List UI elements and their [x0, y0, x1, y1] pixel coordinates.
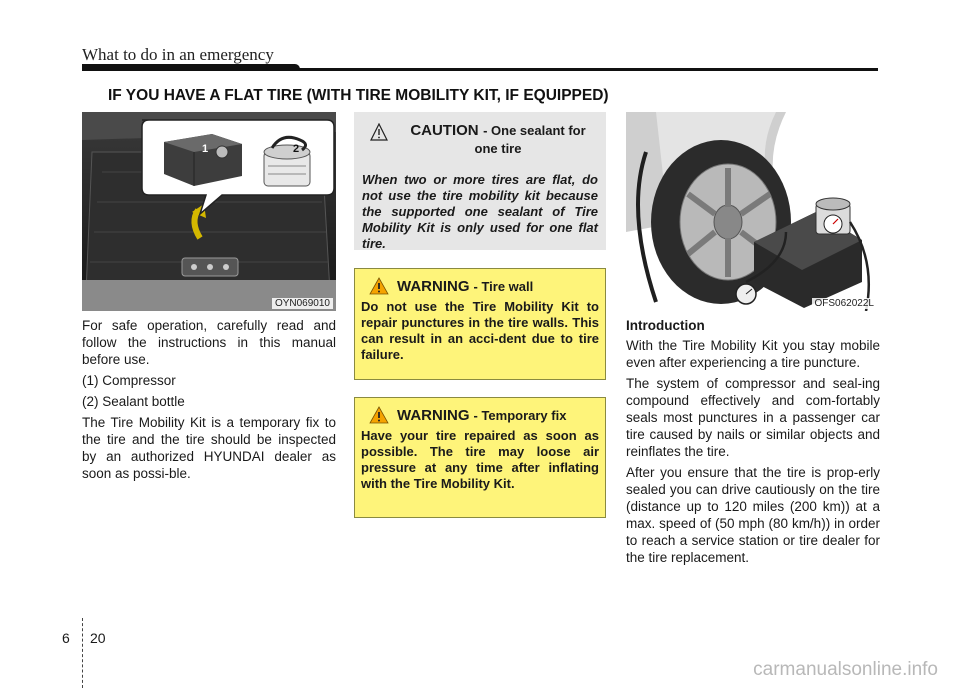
list-item-compressor: (1) Compressor — [82, 373, 176, 388]
caution-box — [354, 112, 606, 250]
figure-code-left: OYN069010 — [272, 298, 333, 309]
warning-body: Do not use the Tire Mobility Kit to repair punctures in the tire walls. This can result in an acci-dent due to tire failure. — [361, 299, 599, 362]
warning-box-temporary-fix — [354, 397, 606, 518]
figure-code-right: OFS062022L — [812, 298, 878, 309]
tire-illustration — [626, 112, 880, 311]
warning-subtitle: - Temporary fix — [473, 407, 567, 423]
warning-box-tire-wall — [354, 268, 606, 380]
warning-word: WARNING — [397, 277, 470, 295]
figure-cargo-kit — [82, 112, 336, 311]
warning-triangle-icon — [369, 277, 389, 295]
figure-label-2: 2 — [293, 143, 300, 155]
warning-word: WARNING — [397, 406, 470, 424]
paragraph: For safe operation, carefully read and follow the instructions in this manual before use. — [82, 318, 336, 367]
header-title: What to do in an emergency — [82, 45, 274, 64]
introduction-heading: Introduction — [626, 318, 705, 333]
list-item-sealant: (2) Sealant bottle — [82, 394, 185, 409]
caution-header — [370, 122, 598, 158]
paragraph: The system of compressor and seal-ing compound effectively and com-fortably seals most punctures in a passenger car tire caused by nails or similar objects and reinflates the tire. — [626, 376, 880, 459]
paragraph: With the Tire Mobility Kit you stay mobile even after experiencing a tire puncture. — [626, 338, 880, 370]
paragraph: The Tire Mobility Kit is a temporary fix to the tire and the tire should be inspected by an authorized HYUNDAI dealer as soon as possi-ble. — [82, 415, 336, 481]
warning-header — [369, 406, 599, 424]
watermark: carmanualsonline.info — [753, 659, 938, 680]
paragraph: After you ensure that the tire is prop-erly sealed you can drive cautiously on the tire (distance up to 120 miles (200 km)) at a max. speed of (50 mph (80 km/h)) in order to reach a service station or tire dealer for the tire replacement. — [626, 465, 880, 565]
warning-triangle-icon — [369, 406, 389, 424]
left-column — [82, 317, 336, 486]
right-column — [626, 317, 880, 570]
warning-header — [369, 277, 599, 295]
warning-subtitle: - Tire wall — [473, 278, 534, 294]
section-title: IF YOU HAVE A FLAT TIRE (WITH TIRE MOBILITY KIT, IF EQUIPPED) — [108, 87, 609, 104]
figure-tire-kit — [626, 112, 880, 311]
header-rule — [82, 68, 878, 71]
cargo-illustration — [82, 112, 336, 311]
caution-word: CAUTION — [410, 122, 479, 139]
page-number-divider — [82, 618, 83, 688]
figure-label-1: 1 — [202, 143, 209, 155]
caution-subtitle: - One sealant for one tire — [474, 123, 586, 156]
caution-body: When two or more tires are flat, do not use the tire mobility kit because the supported one sealant of Tire Mobility Kit is only used for one flat tire. — [362, 172, 598, 251]
warning-body: Have your tire repaired as soon as possible. The tire may loose air pressure at any time after inflating with the Tire Mobility Kit. — [361, 428, 599, 491]
page-number: 20 — [90, 630, 106, 646]
chapter-number: 6 — [62, 630, 70, 646]
caution-triangle-icon — [370, 123, 388, 141]
